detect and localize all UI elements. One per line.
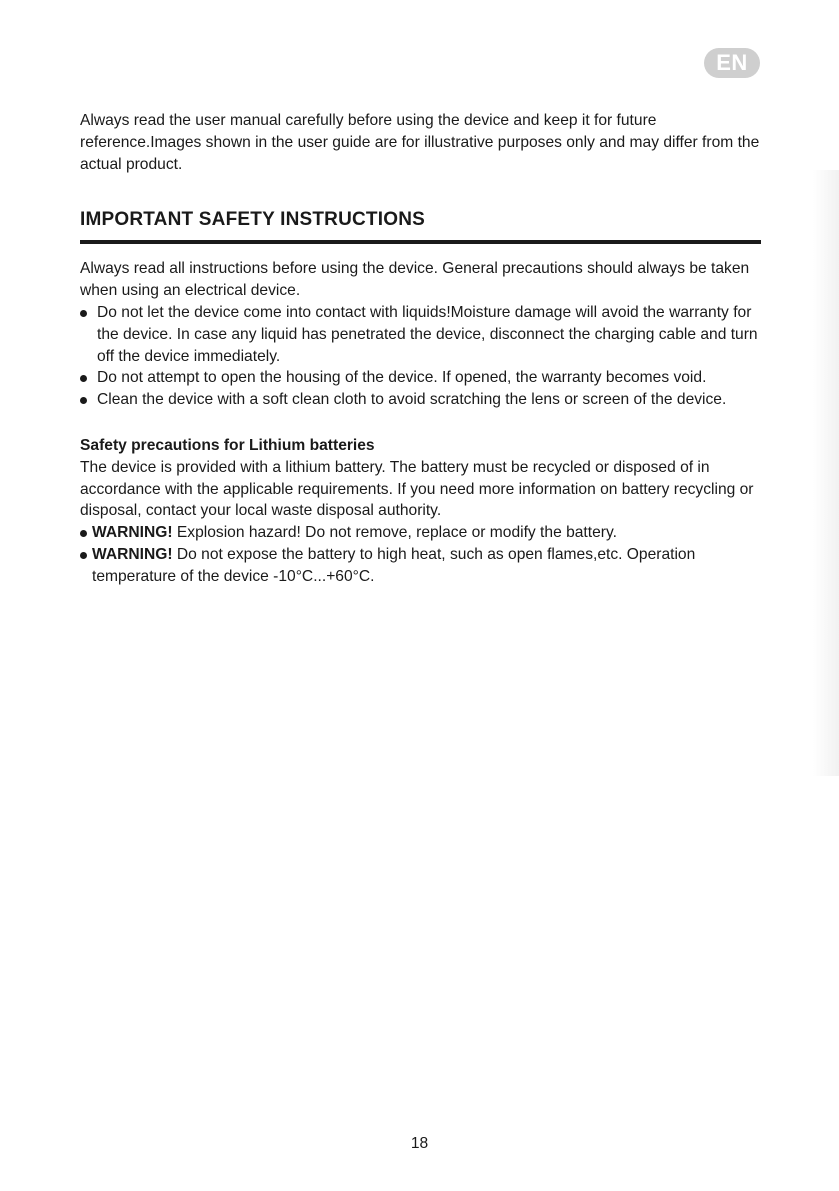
warning-text: Explosion hazard! Do not remove, replace or modify the battery. [172,524,617,542]
bullet-icon [80,552,87,559]
list-item [80,389,764,411]
page-number: 18 [410,1135,429,1152]
list-item [80,367,764,389]
bullet-icon [80,530,87,537]
title-underline [80,240,761,244]
general-precautions: Always read all instructions before using the device. General precautions should always be taken when using an electrical device. [80,260,750,300]
list-item [80,544,764,588]
intro-paragraph: Always read the user manual carefully before using the device and keep it for future reference.Images shown in the user guide are for illustrative purposes only and may differ from the actual product. [80,112,760,173]
bullet-icon [80,375,87,382]
list-item [80,522,764,544]
page-edge-shade [813,170,839,776]
bullet-text: Clean the device with a soft clean cloth to avoid scratching the lens or screen of the device. [97,391,727,409]
bullet-text: Do not let the device come into contact with liquids!Moisture damage will avoid the warranty for the device. In case any liquid has penetrated the device, disconnect the charging cable and turn off the device immediately. [97,303,758,365]
list-item [80,302,764,367]
warning-list [80,522,764,587]
safety-bullet-list [80,302,764,411]
battery-paragraph: The device is provided with a lithium battery. The battery must be recycled or disposed of in accordance with the applicable requirements. If you need more information on battery recycling or disposal, contact your local waste disposal authority. [80,458,754,520]
warning-label: WARNING! [92,545,173,563]
warning-text: Do not expose the battery to high heat, such as open flames,etc. Operation temperature of the device -10°C...+60°C. [92,545,696,585]
language-badge: EN [704,48,760,78]
page-content [80,110,764,588]
battery-subheading: Safety precautions for Lithium batteries [80,436,375,454]
bullet-text: Do not attempt to open the housing of the device. If opened, the warranty becomes void. [97,369,707,387]
bullet-icon [80,310,87,317]
bullet-icon [80,397,87,404]
section-title: IMPORTANT SAFETY INSTRUCTIONS [80,209,425,231]
warning-label: WARNING! [92,524,173,542]
